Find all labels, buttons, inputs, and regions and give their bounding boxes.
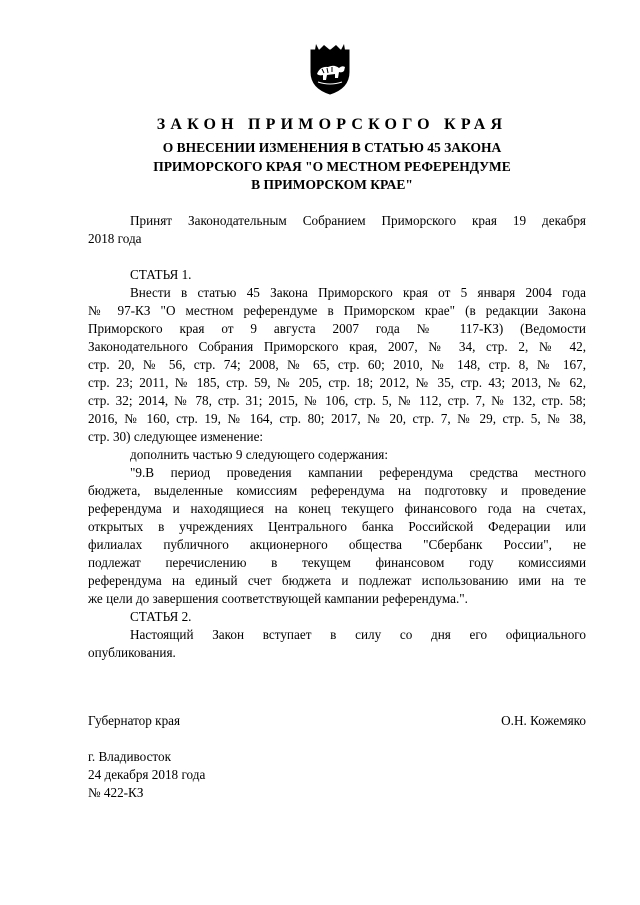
adoption-line: Принят Законодательным Собранием Приморского края 19 декабря xyxy=(130,213,586,228)
subject-line: ПРИМОРСКОГО КРАЯ "О МЕСТНОМ РЕФЕРЕНДУМЕ xyxy=(153,158,511,174)
signing-city: г. Владивосток xyxy=(88,749,172,764)
article1-instruction: дополнить частью 9 следующего содержания: xyxy=(130,447,388,462)
article1-line: Внести в статью 45 Закона Приморского края от 5 января 2004 года xyxy=(130,285,586,300)
subject-line: В ПРИМОРСКОМ КРАЕ" xyxy=(251,177,413,192)
quote-line: же цели до завершения соответствующей кампании референдума.". xyxy=(88,591,468,606)
article1-line: Законодательного Собрания Приморского края, 2007, № 34, стр. 2, № 42, xyxy=(88,339,586,354)
article1-line: стр. 30) следующее изменение: xyxy=(88,429,264,444)
article2-line: Настоящий Закон вступает в силу со дня его официального xyxy=(130,627,586,642)
article1-line: № 97-КЗ "О местном референдуме в Приморском крае" (в редакции Закона xyxy=(88,303,586,318)
quote-line: "9.В период проведения кампании референдума средства местного xyxy=(130,465,586,480)
article1-line: стр. 23; 2011, № 185, стр. 59, № 205, стр. 18; 2012, № 35, стр. 43; 2013, № 62, xyxy=(88,375,586,390)
subject-line: О ВНЕСЕНИИ ИЗМЕНЕНИЯ В СТАТЬЮ 45 ЗАКОНА xyxy=(162,140,502,155)
signatory-position: Губернатор края xyxy=(88,713,181,728)
signing-date: 24 декабря 2018 года xyxy=(88,767,206,782)
quote-line: бюджета, выделенные комиссиям референдума на подготовку и проведение xyxy=(88,483,586,498)
article1-line: 2016, № 160, стр. 19, № 164, стр. 80; 2017, № 20, стр. 7, № 29, стр. 5, № 38, xyxy=(88,411,586,426)
quote-line: открытых в учреждениях Центрального банка Российской Федерации или xyxy=(88,519,586,534)
article2-heading: СТАТЬЯ 2. xyxy=(130,609,192,624)
article2-line: опубликования. xyxy=(88,645,176,660)
tiger-shield-icon xyxy=(308,42,352,96)
coat-of-arms-emblem xyxy=(308,42,352,96)
article1-line: стр. 20, № 56, стр. 74; 2008, № 65, стр. 60; 2010, № 148, стр. 8, № 167, xyxy=(88,357,586,372)
quote-line: референдума на единый счет бюджета и подлежат использованию ими на те xyxy=(88,573,586,588)
law-subject xyxy=(80,139,584,195)
quote-line: подлежат перечислению в текущем финансовом году комиссиями xyxy=(88,555,586,570)
adoption-line: 2018 года xyxy=(88,231,142,246)
article1-line: Приморского края от 9 августа 2007 года № 117-КЗ) (Ведомости xyxy=(88,321,586,336)
article1-line: стр. 32; 2014, № 78, стр. 31; 2015, № 106, стр. 5, № 112, стр. 7, № 132, стр. 58; xyxy=(88,393,586,408)
quote-line: филиалах публичного акционерного общества "Сбербанк России", не xyxy=(88,537,586,552)
law-number: № 422-КЗ xyxy=(88,785,144,800)
signatory-name: О.Н. Кожемяко xyxy=(501,713,586,728)
law-title: ЗАКОН ПРИМОРСКОГО КРАЯ xyxy=(156,116,508,133)
article1-heading: СТАТЬЯ 1. xyxy=(130,267,192,282)
quote-line: референдума и находящиеся на конец текущего финансового года на счетах, xyxy=(88,501,586,516)
